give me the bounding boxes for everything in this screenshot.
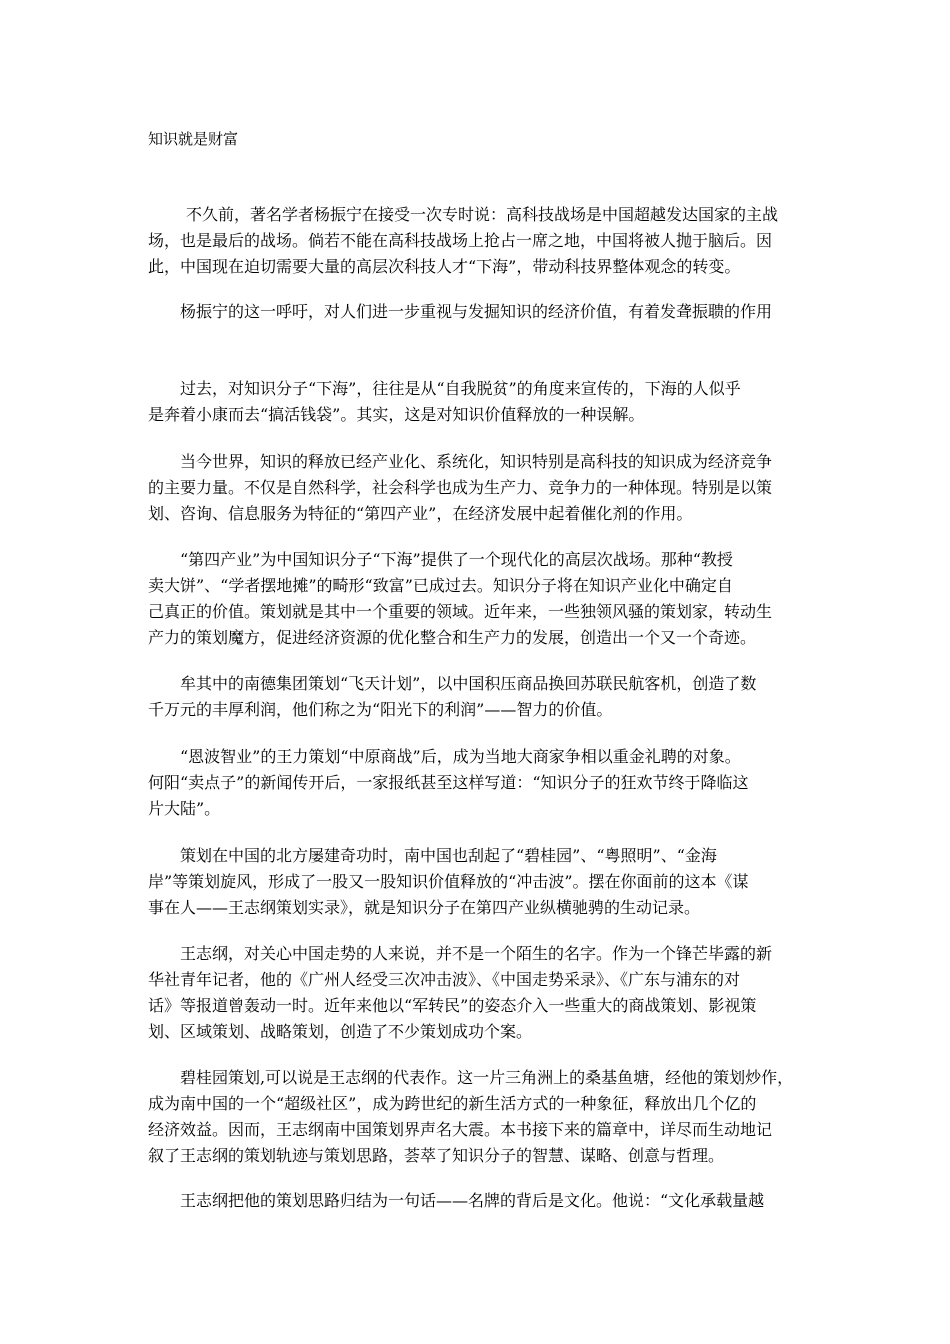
paragraph-line: 何阳“卖点子”的新闻传开后，一家报纸甚至这样写道：“知识分子的狂欢节终于降临这 (148, 773, 749, 792)
paragraph-line: “第四产业”为中国知识分子“下海”提供了一个现代化的高层次战场。那种“教授 (180, 550, 733, 569)
paragraph-line: 己真正的价值。策划就是其中一个重要的领域。近年来，一些独领风骚的策划家，转动生 (148, 602, 773, 621)
paragraph (148, 547, 820, 651)
paragraph-line: 场，也是最后的战场。倘若不能在高科技战场上抢占一席之地，中国将被人抛于脑后。因 (148, 231, 773, 250)
paragraph-line: 划、区域策划、战略策划，创造了不少策划成功个案。 (148, 1022, 533, 1041)
paragraph (148, 1188, 820, 1214)
paragraph-line: 岸”等策划旋风，形成了一股又一股知识价值释放的“冲击波”。摆在你面前的这本《谋 (148, 872, 749, 891)
paragraph-line: 此，中国现在迫切需要大量的高层次科技人才“下海”，带动科技界整体观念的转变。 (148, 257, 741, 276)
paragraph-line: 成为南中国的一个“超级社区”，成为跨世纪的新生活方式的一种象征，释放出几个亿的 (148, 1094, 757, 1113)
paragraph (148, 376, 820, 428)
paragraph-line: 牟其中的南德集团策划“飞天计划”，以中国积压商品换回苏联民航客机，创造了数 (180, 674, 757, 693)
paragraph-line: 千万元的丰厚利润，他们称之为“阳光下的利润”——智力的价值。 (148, 700, 613, 719)
paragraph (148, 744, 820, 822)
paragraph-line: 话》等报道曾轰动一时。近年来他以“军转民”的姿态介入一些重大的商战策划、影视策 (148, 996, 757, 1015)
paragraph-line: 划、咨询、信息服务为特征的“第四产业”，在经济发展中起着催化剂的作用。 (148, 504, 693, 523)
paragraph (148, 843, 820, 921)
paragraph-line: 过去，对知识分子“下海”，往往是从“自我脱贫”的角度来宣传的，下海的人似乎 (180, 379, 741, 398)
paragraph-line: 是奔着小康而去“搞活钱袋”。其实，这是对知识价值释放的一种误解。 (148, 405, 645, 424)
paragraph-line: 经济效益。因而，王志纲南中国策划界声名大震。本书接下来的篇章中，详尽而生动地记 (148, 1120, 773, 1139)
paragraph-line: 片大陆”。 (148, 799, 221, 818)
paragraph-line: 产力的策划魔方，促进经济资源的优化整合和生产力的发展，创造出一个又一个奇迹。 (148, 628, 757, 647)
paragraph-line: 叙了王志纲的策划轨迹与策划思路，荟萃了知识分子的智慧、谋略、创意与哲理。 (148, 1146, 725, 1165)
paragraph-line: 王志纲把他的策划思路归结为一句话——名牌的背后是文化。他说：“文化承载量越 (180, 1191, 765, 1210)
paragraph (148, 941, 820, 1045)
paragraph (148, 449, 820, 527)
paragraph (148, 299, 820, 325)
paragraph-line: 华社青年记者，他的《广州人经受三次冲击波》、《中国走势采录》、《广东与浦东的对 (148, 970, 741, 989)
paragraph-line: 王志纲，对关心中国走势的人来说，并不是一个陌生的名字。作为一个锋芒毕露的新 (180, 944, 773, 963)
paragraph-line: 策划在中国的北方屡建奇功时，南中国也刮起了“碧桂园”、“粤照明”、“金海 (180, 846, 717, 865)
paragraph-line: 的主要力量。不仅是自然科学，社会科学也成为生产力、竞争力的一种体现。特别是以策 (148, 478, 773, 497)
paragraph-line: 当今世界，知识的释放已经产业化、系统化，知识特别是高科技的知识成为经济竞争 (180, 452, 773, 471)
paragraph-line: 不久前，著名学者杨振宁在接受一次专时说：高科技战场是中国超越发达国家的主战 (186, 205, 779, 224)
document-title: 知识就是财富 (148, 130, 239, 148)
paragraph-line: 杨振宁的这一呼吁，对人们进一步重视与发掘知识的经济价值，有着发聋振聩的作用 (180, 302, 773, 321)
paragraph-line: “恩波智业”的王力策划“中原商战”后，成为当地大商家争相以重金礼聘的对象。 (180, 747, 741, 766)
paragraph-line: 碧桂园策划,可以说是王志纲的代表作。这一片三角洲上的桑基鱼塘，经他的策划炒作， (180, 1068, 794, 1087)
paragraph-line: 卖大饼”、“学者摆地摊”的畸形“致富”已成过去。知识分子将在知识产业化中确定自 (148, 576, 733, 595)
paragraph (148, 671, 820, 723)
paragraph (148, 202, 820, 280)
paragraph (148, 1065, 820, 1169)
paragraph-line: 事在人——王志纲策划实录》，就是知识分子在第四产业纵横驰骋的生动记录。 (148, 898, 701, 917)
